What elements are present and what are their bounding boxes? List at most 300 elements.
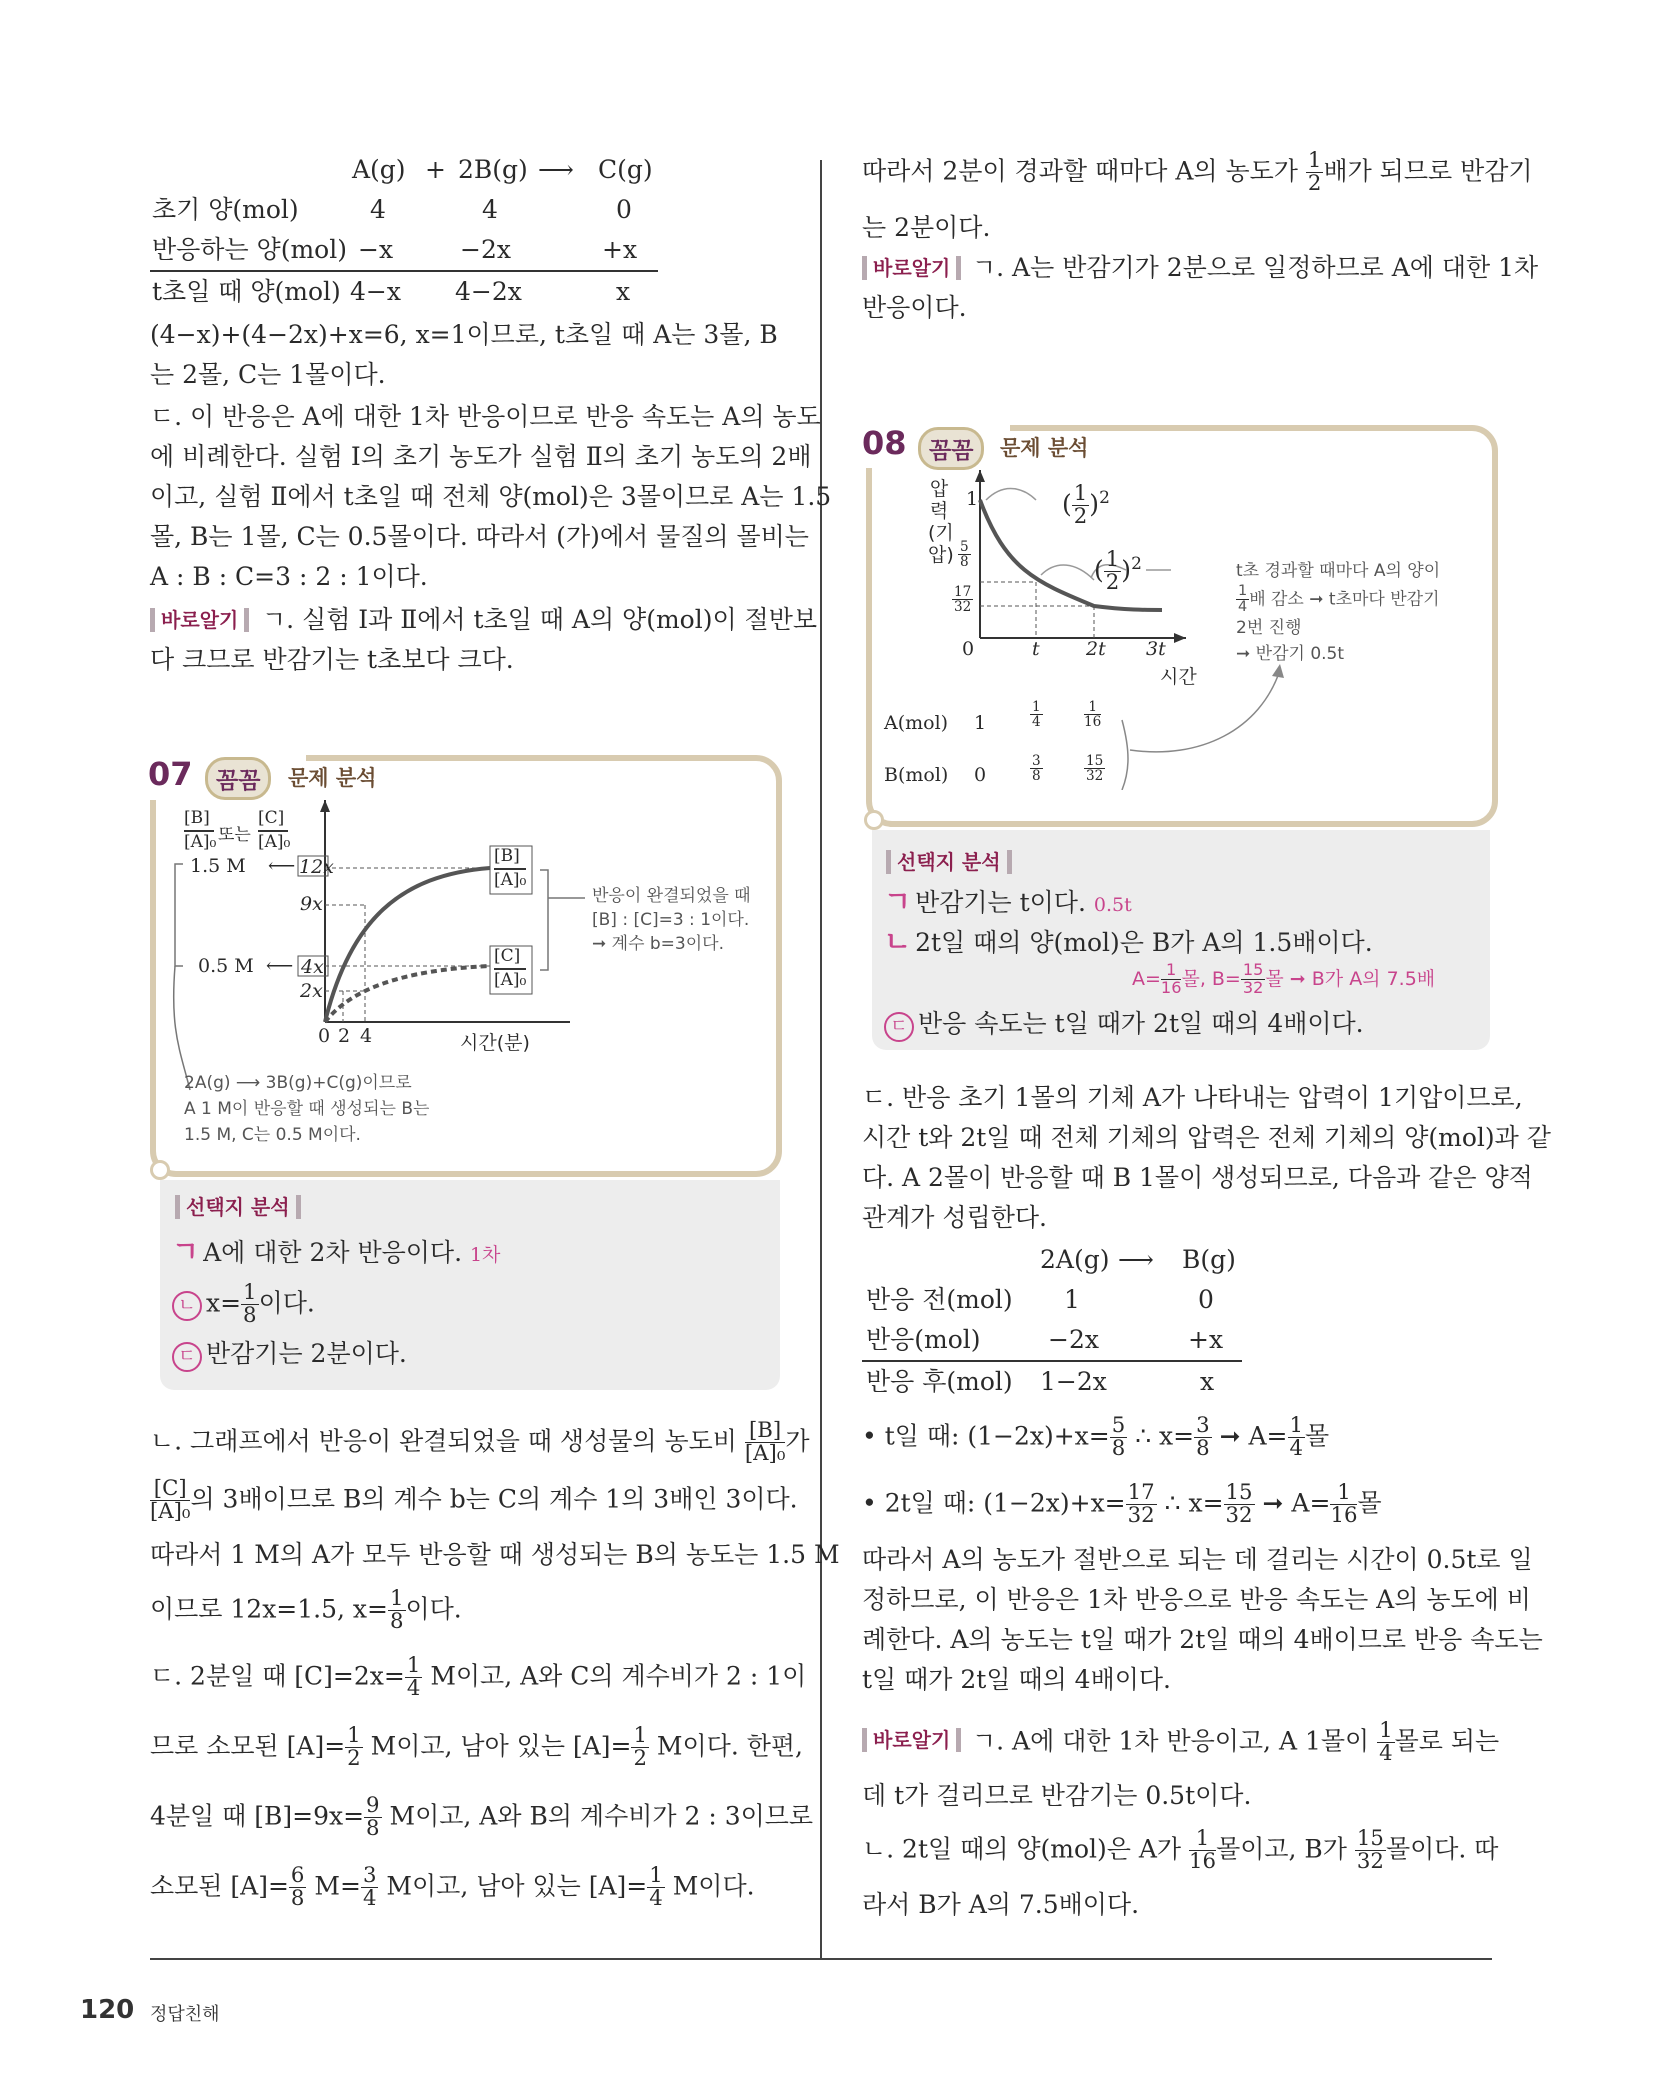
fraction bbox=[1236, 584, 1249, 615]
text: ➞ A= bbox=[1219, 1421, 1288, 1451]
cell: 1−2x bbox=[1040, 1367, 1107, 1396]
q07-number: 07 bbox=[148, 755, 193, 793]
text: M이다. 한편, bbox=[656, 1731, 803, 1761]
text: M이고, A와 B의 계수비가 2 : 3이므로 bbox=[389, 1801, 814, 1831]
text: M이고, 남아 있는 [A]= bbox=[386, 1871, 648, 1901]
ylabel-bar2 bbox=[258, 830, 288, 832]
curve-b-num: [B] bbox=[494, 846, 520, 866]
half-power-1: ( $\frac{1}{2}$ )$^2$ bbox=[1062, 481, 1110, 530]
text: 이므로 12x=1.5, x= bbox=[150, 1594, 388, 1624]
fraction bbox=[241, 1282, 259, 1328]
den: 32 bbox=[1356, 1849, 1384, 1875]
den: 8 bbox=[290, 1886, 305, 1912]
line: A 1 M이 반응할 때 생성되는 B는 bbox=[184, 1099, 430, 1119]
y-4x: 4x bbox=[301, 956, 324, 978]
den: 16 bbox=[1330, 1503, 1358, 1529]
ylabel-num2: [C] bbox=[258, 808, 285, 828]
b-val-2 bbox=[1084, 754, 1105, 784]
right-line4: 반응이다. bbox=[862, 293, 967, 322]
cell: +x bbox=[1188, 1325, 1224, 1354]
fraction bbox=[345, 1725, 363, 1771]
x-axis-arrow bbox=[1174, 633, 1186, 643]
line: A : B : C=3 : 2 : 1이다. bbox=[150, 562, 428, 591]
right-r6-line2: 라서 B가 A의 7.5배이다. bbox=[862, 1890, 1140, 1919]
explain-n-line2 bbox=[150, 1478, 798, 1524]
curve-b-den: [A]₀ bbox=[494, 870, 527, 890]
text: M이다. bbox=[672, 1871, 755, 1901]
line: ➞ 반감기 0.5t bbox=[1236, 644, 1345, 665]
den: 16 bbox=[1189, 1849, 1217, 1875]
text: 4분일 때 [B]=9x= bbox=[150, 1801, 365, 1831]
arrow-left: ⟵ bbox=[268, 855, 296, 877]
fraction bbox=[1241, 962, 1266, 997]
den: 4 bbox=[406, 1676, 421, 1702]
num: 5 bbox=[1111, 1413, 1126, 1438]
cell: 4 bbox=[482, 195, 498, 224]
line: 이고, 실험 Ⅱ에서 t초일 때 전체 양(mol)은 3몰이므로 A는 1.5 bbox=[150, 482, 832, 511]
curve-arrow bbox=[1130, 670, 1280, 752]
y-17-32 bbox=[952, 585, 973, 615]
num: 1 bbox=[1073, 481, 1088, 507]
arrow-head bbox=[1272, 664, 1284, 678]
text: ∴ x= bbox=[1164, 1488, 1224, 1518]
fraction bbox=[405, 1655, 423, 1701]
den: 4 bbox=[1379, 1741, 1393, 1767]
cell: 4−2x bbox=[455, 277, 522, 306]
num: 6 bbox=[290, 1863, 305, 1888]
num: 1 bbox=[1032, 699, 1041, 715]
choice-08-3 bbox=[884, 1004, 1364, 1044]
line bbox=[1236, 584, 1440, 615]
footer-rule bbox=[150, 1958, 1492, 1960]
x-4: 4 bbox=[360, 1025, 373, 1047]
num: [C] bbox=[150, 1478, 190, 1501]
text: ㄱ. A에 대한 1차 반응이고, A 1몰이 bbox=[972, 1726, 1370, 1756]
den: 8 bbox=[389, 1609, 404, 1635]
choice-label: 선택지 분석 bbox=[886, 850, 1012, 874]
explain-d-line1 bbox=[150, 1655, 806, 1701]
den: 8 bbox=[960, 554, 969, 571]
choice-text: 반감기는 2분이다. bbox=[206, 1339, 407, 1368]
text: M이고, 남아 있는 [A]= bbox=[370, 1731, 632, 1761]
cell: x bbox=[616, 277, 631, 306]
den: 8 bbox=[1032, 768, 1041, 785]
b-val-0: 0 bbox=[974, 764, 987, 786]
cell: 4−x bbox=[350, 277, 401, 306]
ylabel-or: 또는 bbox=[218, 825, 251, 845]
paragraph-3-line2: 다 크므로 반감기는 t초보다 크다. bbox=[150, 645, 514, 674]
line: ㄷ. 이 반응은 A에 대한 1차 반응이므로 반응 속도는 A의 농도 bbox=[150, 402, 821, 431]
fraction bbox=[1330, 1482, 1357, 1528]
x-label: 시간(분) bbox=[460, 1032, 530, 1054]
explain-n-line3: 따라서 1 M의 A가 모두 반응할 때 생성되는 B의 농도는 1.5 M bbox=[150, 1540, 840, 1569]
den: 2 bbox=[633, 1746, 647, 1772]
num: 1 bbox=[1238, 583, 1248, 599]
row-label: 초기 양(mol) bbox=[152, 195, 299, 224]
cell: −x bbox=[358, 235, 394, 264]
b-val-1 bbox=[1030, 754, 1043, 784]
x-2t: 2t bbox=[1086, 638, 1106, 660]
line: 시간 t와 2t일 때 전체 기체의 압력은 전체 기체의 양(mol)과 같 bbox=[862, 1123, 1551, 1152]
ylabel-bar bbox=[184, 830, 214, 832]
choice-text: 2t일 때의 양(mol)은 B가 A의 1.5배이다. bbox=[915, 928, 1373, 957]
right-r6-line1 bbox=[862, 1828, 1498, 1874]
text: 몰이다. 따 bbox=[1385, 1834, 1499, 1864]
paragraph-r3 bbox=[862, 1078, 1551, 1238]
num: 1 bbox=[1379, 1718, 1393, 1743]
choice-07-2 bbox=[172, 1282, 315, 1328]
correct-mark: ㄴ bbox=[172, 1291, 202, 1321]
fraction bbox=[1306, 150, 1324, 196]
den: 32 bbox=[1225, 1503, 1253, 1529]
y-1.5M: 1.5 M bbox=[190, 855, 246, 877]
curve-c-den: [A]₀ bbox=[494, 970, 527, 990]
den: 32 bbox=[1127, 1503, 1155, 1529]
text: 몰 ➞ B가 A의 7.5배 bbox=[1265, 967, 1436, 990]
num: 1 bbox=[1161, 962, 1182, 980]
text: 므로 소모된 [A]= bbox=[150, 1731, 346, 1761]
num: 15 bbox=[1242, 960, 1264, 979]
fraction bbox=[361, 1865, 379, 1911]
a-val-0: 1 bbox=[974, 712, 987, 734]
text: 소모된 [A]= bbox=[150, 1871, 289, 1901]
fraction bbox=[745, 1420, 785, 1466]
curve-c-num: [C] bbox=[494, 946, 521, 966]
line: (4−x)+(4−2x)+x=6, x=1이므로, t초일 때 A는 3몰, B bbox=[150, 320, 778, 349]
y-9x: 9x bbox=[300, 893, 323, 915]
line: 따라서 A의 농도가 절반으로 되는 데 걸리는 시간이 0.5t로 일 bbox=[862, 1545, 1533, 1574]
text: 이다. bbox=[405, 1594, 462, 1624]
choice-08-2 bbox=[884, 922, 1373, 963]
q08-table-arrow bbox=[1120, 650, 1320, 790]
text: 배 감소 ➞ t초마다 반감기 bbox=[1249, 589, 1440, 610]
fraction bbox=[150, 1478, 190, 1524]
x-t: t bbox=[1032, 638, 1040, 660]
choice-text: x= bbox=[206, 1288, 242, 1318]
den: 8 bbox=[366, 1816, 380, 1842]
fraction bbox=[1224, 1482, 1255, 1528]
correct-mark: ㄷ bbox=[172, 1342, 202, 1372]
paragraph-r4 bbox=[862, 1540, 1543, 1700]
bracket-left bbox=[175, 864, 183, 966]
explain-n-line1 bbox=[150, 1420, 810, 1466]
choice-text: 반응 속도는 t일 때가 2t일 때의 4배이다. bbox=[918, 1009, 1364, 1038]
text: 몰로 되는 bbox=[1394, 1726, 1500, 1756]
num: 17 bbox=[954, 584, 972, 600]
wrong-mark: ㄴ bbox=[884, 925, 912, 958]
curve-c-bar bbox=[494, 968, 526, 970]
den: [A]₀ bbox=[744, 1441, 786, 1467]
row-label: t초일 때 양(mol) bbox=[152, 277, 341, 306]
text: M이고, A와 C의 계수비가 2 : 1이 bbox=[430, 1661, 807, 1691]
choice-label: 선택지 분석 bbox=[175, 1195, 301, 1219]
num: 1 bbox=[1289, 1413, 1304, 1438]
right-r5-line1 bbox=[972, 1720, 1499, 1766]
explain-d-line4 bbox=[150, 1865, 755, 1911]
text: 몰 bbox=[1305, 1421, 1330, 1451]
text: M= bbox=[314, 1871, 361, 1901]
choice-08-2-note bbox=[1132, 962, 1435, 997]
header-c: C(g) bbox=[598, 155, 653, 184]
fraction bbox=[1161, 962, 1182, 997]
num: 1 bbox=[243, 1280, 257, 1305]
den: 4 bbox=[1238, 599, 1248, 616]
fraction bbox=[1110, 1415, 1128, 1461]
cell: −2x bbox=[1048, 1325, 1099, 1354]
text: 몰이고, B가 bbox=[1216, 1834, 1347, 1864]
num: 9 bbox=[366, 1793, 380, 1818]
fraction bbox=[631, 1725, 649, 1771]
num: 1 bbox=[1105, 547, 1120, 573]
fraction bbox=[1377, 1720, 1395, 1766]
den: 4 bbox=[1032, 714, 1041, 731]
den: 2 bbox=[1073, 504, 1088, 530]
cell: 0 bbox=[616, 195, 632, 224]
arrow: ⟶ bbox=[1118, 1245, 1154, 1274]
half-power-2: ( $\frac{1}{2}$ )$^2$ bbox=[1094, 547, 1142, 596]
text: ㄴ. 그래프에서 반응이 완결되었을 때 생성물의 농도비 bbox=[150, 1426, 737, 1456]
barro-badge: 바로알기 bbox=[150, 608, 249, 632]
text: • 2t일 때: (1−2x)+x= bbox=[862, 1488, 1126, 1518]
num: 15 bbox=[1225, 1480, 1253, 1505]
y-axis-arrow bbox=[320, 800, 330, 812]
line: 반응이 완결되었을 때 bbox=[592, 886, 751, 906]
wrong-mark: ㄱ bbox=[884, 885, 912, 918]
x-2: 2 bbox=[338, 1025, 351, 1047]
den: 8 bbox=[243, 1303, 257, 1329]
num: 15 bbox=[1356, 1826, 1384, 1851]
choice-07-3 bbox=[172, 1334, 407, 1374]
fraction bbox=[1072, 483, 1090, 529]
choice-text: A에 대한 2차 반응이다. bbox=[203, 1238, 463, 1267]
text: ➞ A= bbox=[1262, 1488, 1331, 1518]
text: 몰, B= bbox=[1181, 967, 1241, 990]
fraction bbox=[388, 1588, 406, 1634]
exp: 2 bbox=[1131, 554, 1142, 574]
row-label: 반응 후(mol) bbox=[866, 1367, 1013, 1396]
cell: 4 bbox=[370, 195, 386, 224]
explain-n-line4 bbox=[150, 1588, 462, 1634]
q07-pill: 꼼꼼 bbox=[205, 757, 271, 800]
choice-note: 1차 bbox=[469, 1244, 501, 1266]
fraction bbox=[1104, 549, 1122, 595]
a-val-2 bbox=[1084, 700, 1101, 730]
q08-title: 문제 분석 bbox=[1000, 436, 1089, 460]
cell: 0 bbox=[1198, 1285, 1214, 1314]
line: 정하므로, 이 반응은 1차 반응으로 반응 속도는 A의 농도에 비 bbox=[862, 1585, 1531, 1614]
den: 32 bbox=[1242, 977, 1264, 997]
arrow: ⟶ bbox=[538, 155, 574, 184]
row-label: 반응하는 양(mol) bbox=[152, 235, 347, 264]
num: 1 bbox=[633, 1723, 647, 1748]
row-label: 반응(mol) bbox=[866, 1325, 981, 1354]
line: t초 경과할 때마다 A의 양이 bbox=[1236, 561, 1441, 581]
den: 4 bbox=[649, 1886, 663, 1912]
choice-text: 이다. bbox=[258, 1288, 315, 1318]
num: [B] bbox=[745, 1420, 785, 1443]
line: ➞ 계수 b=3이다. bbox=[592, 934, 724, 954]
den: 2 bbox=[1307, 171, 1322, 197]
den: 16 bbox=[1160, 977, 1182, 997]
num: 1 bbox=[347, 1723, 361, 1748]
explain-d-line3 bbox=[150, 1795, 813, 1841]
x-0: 0 bbox=[962, 638, 975, 660]
right-line2: 는 2분이다. bbox=[862, 213, 991, 242]
line: t일 때가 2t일 때의 4배이다. bbox=[862, 1665, 1171, 1694]
explain-d-line2 bbox=[150, 1725, 803, 1771]
num: 17 bbox=[1127, 1480, 1155, 1505]
ylabel-den2: [A]₀ bbox=[258, 832, 291, 852]
header-b: B(g) bbox=[1182, 1245, 1236, 1274]
num: 5 bbox=[960, 539, 969, 555]
den: 4 bbox=[1289, 1436, 1304, 1462]
barro-badge: 바로알기 bbox=[862, 1728, 961, 1752]
num: 1 bbox=[389, 1586, 404, 1611]
fraction bbox=[647, 1865, 665, 1911]
cell: −2x bbox=[460, 235, 511, 264]
line: 에 비례한다. 실험 Ⅰ의 초기 농도가 실험 Ⅱ의 초기 농도의 2배 bbox=[150, 442, 812, 471]
line: 는 2몰, C는 1몰이다. bbox=[150, 360, 386, 389]
header-plus: + bbox=[425, 155, 446, 184]
paragraph-3-line1: ㄱ. 실험 Ⅰ과 Ⅱ에서 t초일 때 A의 양(mol)이 절반보 bbox=[262, 605, 818, 634]
den: 4 bbox=[362, 1886, 377, 1912]
den: 32 bbox=[1086, 768, 1104, 785]
den: [A]₀ bbox=[150, 1499, 191, 1525]
arrow-arc-1 bbox=[986, 488, 1036, 500]
cell: 1 bbox=[1064, 1285, 1080, 1314]
right-line1 bbox=[862, 150, 1533, 196]
den: 2 bbox=[347, 1746, 361, 1772]
x-3t: 3t bbox=[1146, 638, 1166, 660]
a-val-1 bbox=[1030, 700, 1043, 730]
choice-07-1 bbox=[172, 1232, 500, 1275]
text: 몰 bbox=[1357, 1488, 1382, 1518]
paragraph-1 bbox=[150, 315, 778, 395]
num: 1 bbox=[649, 1863, 663, 1888]
y-axis-arrow bbox=[975, 470, 985, 482]
correct-mark: ㄷ bbox=[884, 1012, 914, 1042]
barro-badge: 바로알기 bbox=[862, 256, 961, 280]
line: [B] : [C]=3 : 1이다. bbox=[592, 910, 750, 930]
cell: +x bbox=[602, 235, 638, 264]
b-mol-label: B(mol) bbox=[884, 764, 949, 786]
den: 32 bbox=[954, 599, 972, 616]
y-0.5M: 0.5 M bbox=[198, 955, 254, 977]
num: 1 bbox=[1307, 148, 1322, 173]
y-12x: 12x bbox=[299, 856, 334, 878]
x-0: 0 bbox=[318, 1025, 331, 1047]
line: 다. A 2몰이 반응할 때 B 1몰이 생성되므로, 다음과 같은 양적 bbox=[862, 1163, 1533, 1192]
line: 몰, B는 1몰, C는 0.5몰이다. 따라서 (가)에서 물질의 몰비는 bbox=[150, 522, 809, 551]
wrong-mark: ㄱ bbox=[172, 1235, 200, 1268]
ylabel-num: [B] bbox=[184, 808, 210, 828]
num: 3 bbox=[1196, 1413, 1210, 1438]
den: 2 bbox=[1105, 570, 1120, 596]
line: 2A(g) ⟶ 3B(g)+C(g)이므로 bbox=[184, 1073, 412, 1093]
fraction bbox=[1288, 1415, 1306, 1461]
q07-note-bottom bbox=[184, 1070, 429, 1148]
y-1: 1 bbox=[966, 488, 979, 510]
q07-note-right bbox=[592, 884, 751, 956]
y-5-8 bbox=[958, 540, 971, 570]
line: 관계가 성립한다. bbox=[862, 1203, 1047, 1232]
q08-number: 08 bbox=[862, 424, 907, 462]
text: 의 3배이므로 B의 계수 b는 C의 계수 1의 3배인 3이다. bbox=[190, 1484, 798, 1514]
header-a: 2A(g) bbox=[1040, 1245, 1110, 1274]
footer-title: 정답친해 bbox=[150, 2004, 220, 2025]
arrow-left-2: ⟵ bbox=[266, 955, 294, 977]
num: 1 bbox=[1084, 700, 1101, 715]
fraction bbox=[1194, 1415, 1212, 1461]
text: ㄴ. 2t일 때의 양(mol)은 A가 bbox=[862, 1834, 1182, 1864]
cell: x bbox=[1200, 1367, 1215, 1396]
choice-08-1 bbox=[884, 882, 1132, 925]
line: 2번 진행 bbox=[1236, 618, 1302, 639]
paragraph-2 bbox=[150, 397, 831, 597]
arrow-arc-2 bbox=[1041, 565, 1094, 580]
text: 가 bbox=[785, 1426, 810, 1456]
num: 3 bbox=[362, 1863, 377, 1888]
ylabel-den: [A]₀ bbox=[184, 832, 217, 852]
exp: 2 bbox=[1099, 488, 1110, 508]
text: ㄷ. 2분일 때 [C]=2x= bbox=[150, 1661, 405, 1691]
a-mol-label: A(mol) bbox=[884, 712, 949, 734]
bullet-2t bbox=[862, 1482, 1382, 1528]
den: 8 bbox=[1111, 1436, 1126, 1462]
header-a: A(g) bbox=[352, 155, 406, 184]
curve-b-bar bbox=[494, 868, 526, 870]
fraction bbox=[364, 1795, 382, 1841]
box-dot bbox=[864, 810, 884, 830]
fraction bbox=[1126, 1482, 1157, 1528]
line: 1.5 M, C는 0.5 M이다. bbox=[184, 1125, 361, 1145]
fraction bbox=[289, 1865, 307, 1911]
line: 례한다. A의 농도는 t일 때가 2t일 때의 4배이므로 반응 속도는 bbox=[862, 1625, 1543, 1654]
choice-note: 0.5t bbox=[1093, 894, 1132, 916]
right-r5-line2: 데 t가 걸리므로 반감기는 0.5t이다. bbox=[862, 1781, 1252, 1810]
brace bbox=[1122, 720, 1128, 790]
box-dot bbox=[150, 1160, 170, 1180]
x-label: 시간 bbox=[1160, 666, 1197, 688]
y-axis-label: 압력(기압) bbox=[928, 478, 954, 566]
num: 1 bbox=[406, 1653, 421, 1678]
text: A= bbox=[1132, 967, 1161, 990]
den: 16 bbox=[1084, 714, 1102, 731]
bullet-t bbox=[862, 1415, 1329, 1461]
num: 1 bbox=[1189, 1828, 1216, 1851]
page-number: 120 bbox=[80, 1995, 135, 2025]
num: 15 bbox=[1086, 753, 1104, 769]
y-2x: 2x bbox=[300, 980, 323, 1002]
text: 따라서 2분이 경과할 때마다 A의 농도가 bbox=[862, 156, 1298, 186]
header-b: 2B(g) bbox=[458, 155, 528, 184]
row-label: 반응 전(mol) bbox=[866, 1285, 1013, 1314]
choice-text: 반감기는 t이다. bbox=[915, 888, 1086, 917]
line: ㄷ. 반응 초기 1몰의 기체 A가 나타내는 압력이 1기압이므로, bbox=[862, 1083, 1523, 1112]
text: ∴ x= bbox=[1135, 1421, 1195, 1451]
q08-pill: 꼼꼼 bbox=[918, 427, 984, 470]
right-line3: ㄱ. A는 반감기가 2분으로 일정하므로 A에 대한 1차 bbox=[972, 253, 1539, 282]
curve-c bbox=[325, 966, 490, 1022]
bracket-right bbox=[540, 870, 548, 970]
q07-title: 문제 분석 bbox=[288, 766, 377, 790]
text: • t일 때: (1−2x)+x= bbox=[862, 1421, 1110, 1451]
text: 배가 되므로 반감기 bbox=[1323, 156, 1533, 186]
fraction bbox=[1189, 1828, 1216, 1874]
fraction bbox=[1355, 1828, 1386, 1874]
num: 3 bbox=[1032, 753, 1041, 769]
den: 8 bbox=[1196, 1436, 1210, 1462]
